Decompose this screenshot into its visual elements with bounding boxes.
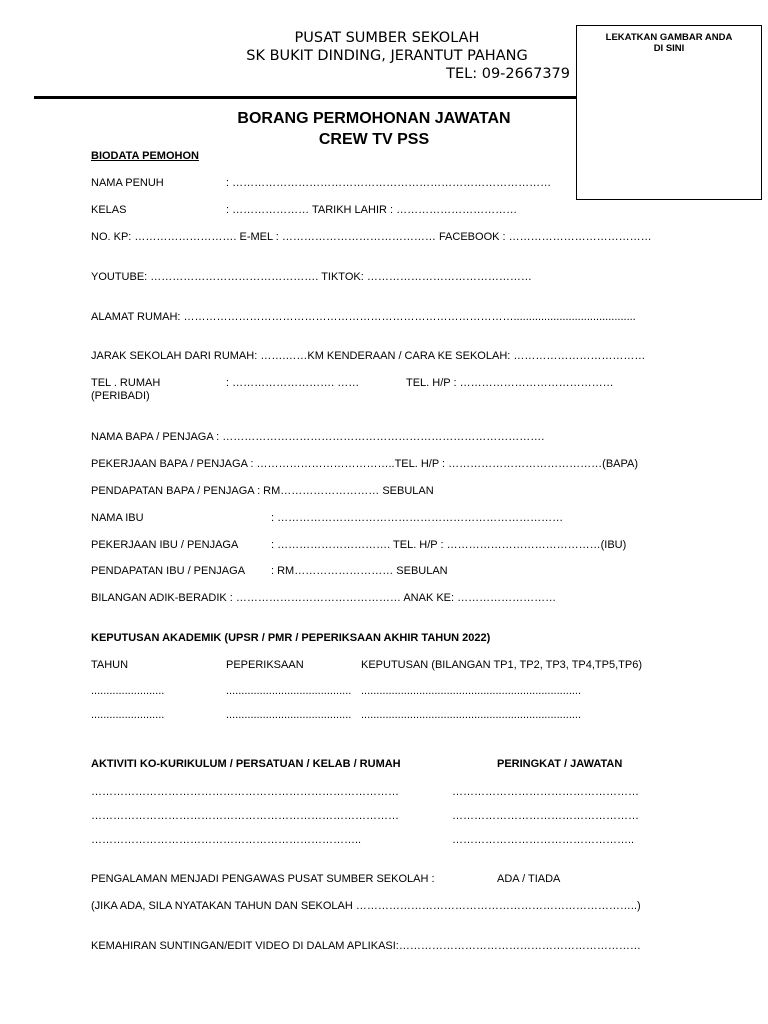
jarak-kenderaan-field[interactable]: JARAK SEKOLAH DARI RUMAH: …….……KM KENDERAAN / CARA KE SEKOLAH: ……………………………… [91,350,646,362]
akademik-row-1-tahun[interactable]: ........................ [91,685,165,697]
akademik-row-1-peperiksaan[interactable]: ......................................... [226,685,352,697]
akademik-row-2-peperiksaan[interactable]: ......................................... [226,709,352,721]
tel-rumah-label: TEL . RUMAH [91,377,161,389]
nama-ibu-label: NAMA IBU [91,512,144,524]
akademik-row-2-keputusan[interactable]: ........................................................................ [361,709,582,721]
pekerjaan-ibu-field[interactable]: : …………………………. TEL. H/P : ……………………………………(IBU) [271,539,627,551]
photo-instruction-line2: DI SINI [653,43,685,54]
col-tahun: TAHUN [91,659,129,671]
pekerjaan-bapa-field[interactable]: PEKERJAAN BAPA / PENJAGA : ………………………………..TEL. H/P : ……………………………………(BAPA) [91,458,639,470]
pendapatan-bapa-field[interactable]: PENDAPATAN BAPA / PENJAGA : RM……………………… SEBULAN [91,485,434,497]
pengalaman-question: PENGALAMAN MENJADI PENGAWAS PUSAT SUMBER SEKOLAH : [91,873,435,885]
kokurikulum-heading: AKTIVITI KO-KURIKULUM / PERSATUAN / KELAB / RUMAH [91,758,401,770]
pekerjaan-ibu-label: PEKERJAAN IBU / PENJAGA [91,539,239,551]
kp-email-facebook-field[interactable]: NO. KP: ………………………. E-MEL : …………………………………… FACEBOOK : ………………………………… [91,231,652,243]
photo-instruction-line1: LEKATKAN GAMBAR ANDA [605,32,733,43]
nama-bapa-field[interactable]: NAMA BAPA / PENJAGA : ……………………………………………………………………………. [91,431,545,443]
pendapatan-ibu-field[interactable]: : RM……………………… SEBULAN [271,565,448,577]
school-phone: TEL: 09-2667379 [446,66,570,82]
kokurikulum-row-1-aktiviti[interactable]: ………………………………………………………………………… [91,786,399,798]
peribadi-label: (PERIBADI) [91,390,150,402]
form-title: BORANG PERMOHONAN JAWATAN [237,110,511,127]
peringkat-jawatan-heading: PERINGKAT / JAWATAN [497,758,623,770]
nama-penuh-field[interactable]: : …………………………………………………………………………… [226,177,552,189]
youtube-tiktok-field[interactable]: YOUTUBE: ………………………………………. TIKTOK: ……………………………………… [91,271,532,283]
pendapatan-ibu-label: PENDAPATAN IBU / PENJAGA [91,565,246,577]
nama-ibu-field[interactable]: : …………………………………………………………………… [271,512,564,524]
nama-penuh-label: NAMA PENUH [91,177,164,189]
header-divider [34,96,577,99]
adik-beradik-field[interactable]: BILANGAN ADIK-BERADIK : ……………………………………… ANAK KE: ……………………… [91,592,557,604]
biodata-heading: BIODATA PEMOHON [91,150,199,162]
jika-ada-field[interactable]: (JIKA ADA, SILA NYATAKAN TAHUN DAN SEKOLAH …………………………………………………………………..) [91,900,641,912]
kemahiran-field[interactable]: KEMAHIRAN SUNTINGAN/EDIT VIDEO DI DALAM APLIKASI:………………………………………………………… [91,940,641,952]
akademik-heading: KEPUTUSAN AKADEMIK (UPSR / PMR / PEPERIKSAAN AKHIR TAHUN 2022) [91,632,491,644]
kelas-tarikh-lahir-field[interactable]: : ………………… TARIKH LAHIR : …………………………… [226,204,518,216]
school-address: SK BUKIT DINDING, JERANTUT PAHANG [246,48,528,64]
kokurikulum-row-3-aktiviti[interactable]: ……………………………………………………………….. [91,834,362,846]
akademik-row-2-tahun[interactable]: ........................ [91,709,165,721]
tel-hp-field[interactable]: TEL. H/P : …………………………………… [406,377,614,389]
kelas-label: KELAS [91,204,127,216]
col-keputusan: KEPUTUSAN (BILANGAN TP1, TP2, TP3, TP4,TP5,TP6) [361,659,642,671]
col-peperiksaan: PEPERIKSAAN [226,659,304,671]
school-name: PUSAT SUMBER SEKOLAH [294,30,480,46]
form-subtitle: CREW TV PSS [318,131,430,148]
kokurikulum-row-3-peringkat[interactable]: ………………………………………….. [452,834,635,846]
alamat-rumah-field[interactable]: ALAMAT RUMAH: ………………………………………………………………………………........................................ [91,311,636,323]
ada-tiada-options[interactable]: ADA / TIADA [497,873,561,885]
photo-placeholder-box[interactable] [576,25,762,200]
kokurikulum-row-2-peringkat[interactable]: …………………………………………… [452,810,639,822]
kokurikulum-row-2-aktiviti[interactable]: ………………………………………………………………………… [91,810,399,822]
kokurikulum-row-1-peringkat[interactable]: …………………………………………… [452,786,639,798]
tel-rumah-field[interactable]: : ………………………. …… [226,377,360,389]
akademik-row-1-keputusan[interactable]: ........................................................................ [361,685,582,697]
